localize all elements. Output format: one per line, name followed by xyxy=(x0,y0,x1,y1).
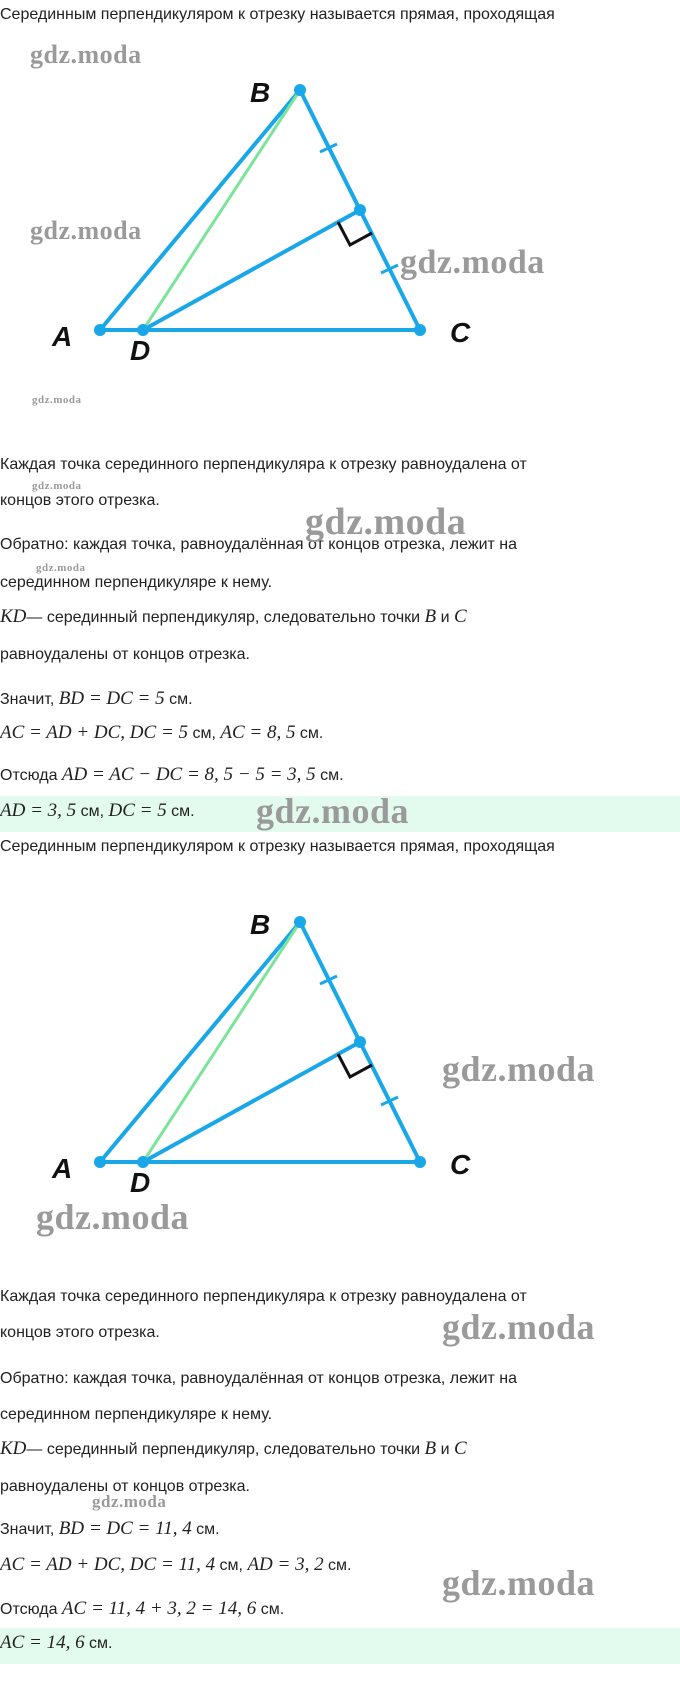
watermark: gdz.moda xyxy=(442,1307,596,1347)
watermark: gdz.moda xyxy=(32,480,82,492)
watermark: gdz.moda xyxy=(36,1197,190,1237)
label-b: B xyxy=(250,909,271,940)
point-c-math: C xyxy=(453,606,467,627)
point-b xyxy=(294,84,306,96)
kd-statement xyxy=(0,606,467,628)
point-c-math: C xyxy=(453,1438,467,1459)
step-1-unit: см. xyxy=(164,691,193,708)
step-1-word: Значит, xyxy=(0,1521,59,1538)
property-text-cont: концов этого отрезка. xyxy=(0,1324,160,1341)
watermark: gdz.moda xyxy=(305,501,467,543)
definition-text: Серединным перпендикуляром к отрезку называется прямая, проходящая xyxy=(0,838,555,855)
property-text-cont: концов этого отрезка. xyxy=(0,492,160,509)
watermark: gdz.moda xyxy=(92,1492,167,1511)
step-3 xyxy=(0,764,344,786)
step-3-word: Отсюда xyxy=(0,767,62,784)
segment-bd xyxy=(143,90,300,330)
step-2-math-b: AC = 8, 5 xyxy=(220,722,296,743)
step-1 xyxy=(0,688,193,710)
answer-math: AD = 3, 5 xyxy=(0,800,77,821)
label-c: C xyxy=(450,317,471,348)
answer-line xyxy=(0,800,195,822)
converse-text-cont: серединном перпендикуляре к нему. xyxy=(0,574,273,591)
step-3-word: Отсюда xyxy=(0,1601,62,1618)
and-text: и xyxy=(436,1441,454,1458)
step-2-math-b: AD = 3, 2 xyxy=(247,1554,324,1575)
point-b-math: B xyxy=(424,1438,437,1459)
step-3 xyxy=(0,1598,284,1620)
kd-math: KD xyxy=(0,1438,27,1459)
step-2-unit-b: см. xyxy=(323,1557,352,1574)
definition-text: Серединным перпендикуляром к отрезку называется прямая, проходящая xyxy=(0,6,555,23)
step-3-unit: см. xyxy=(315,767,344,784)
label-c: C xyxy=(450,1149,471,1180)
perpendicular-kd xyxy=(143,1042,360,1162)
point-k xyxy=(354,1036,366,1048)
and-text: и xyxy=(436,609,454,626)
step-1-word: Значит, xyxy=(0,691,59,708)
label-d: D xyxy=(130,1167,151,1192)
kd-text: — серединный перпендикуляр, следовательно точки xyxy=(26,609,425,626)
point-b-math: B xyxy=(424,606,437,627)
side-ab xyxy=(100,922,300,1162)
step-1-unit: см. xyxy=(191,1521,220,1538)
triangle-figure xyxy=(0,892,520,1192)
triangle-figure xyxy=(0,60,520,360)
converse-text-cont: серединном перпендикуляре к нему. xyxy=(0,1406,273,1423)
point-a xyxy=(94,324,106,336)
step-2-math: AC = AD + DC, DC = 11, 4 xyxy=(0,1554,216,1575)
step-3-math: AC = 11, 4 + 3, 2 = 14, 6 xyxy=(61,1598,257,1619)
watermark: gdz.moda xyxy=(400,244,545,281)
step-2-unit: см, xyxy=(188,725,221,742)
equidistant-text: равноудалены от концов отрезка. xyxy=(0,1478,250,1495)
converse-text: Обратно: каждая точка, равноудалённая от концов отрезка, лежит на xyxy=(0,1370,518,1387)
label-b: B xyxy=(250,77,271,108)
point-c xyxy=(414,324,426,336)
property-text: Каждая точка серединного перпендикуляра к отрезку равноудалена от xyxy=(0,456,527,473)
step-3-math: AD = AC − DC = 8, 5 − 5 = 3, 5 xyxy=(61,764,316,785)
kd-text: — серединный перпендикуляр, следовательно точки xyxy=(26,1441,425,1458)
kd-math: KD xyxy=(0,606,27,627)
property-text: Каждая точка серединного перпендикуляра к отрезку равноудалена от xyxy=(0,1288,527,1305)
point-k xyxy=(354,204,366,216)
perpendicular-kd xyxy=(143,210,360,330)
watermark: gdz.moda xyxy=(442,1563,596,1603)
point-c xyxy=(414,1156,426,1168)
step-1-math: BD = DC = 11, 4 xyxy=(58,1518,192,1539)
watermark: gdz.moda xyxy=(30,216,142,245)
answer-math: AC = 14, 6 xyxy=(0,1632,85,1653)
side-ab xyxy=(100,90,300,330)
answer-math-b: DC = 5 xyxy=(108,800,167,821)
segment-bd xyxy=(143,922,300,1162)
label-d: D xyxy=(130,335,151,360)
watermark: gdz.moda xyxy=(30,40,142,69)
step-2-unit-b: см. xyxy=(295,725,324,742)
equidistant-text: равноудалены от концов отрезка. xyxy=(0,646,250,663)
watermark: gdz.moda xyxy=(32,394,82,406)
answer-line xyxy=(0,1632,113,1654)
watermark: gdz.moda xyxy=(256,791,410,831)
watermark: gdz.moda xyxy=(36,562,86,574)
step-2-unit: см, xyxy=(215,1557,248,1574)
step-2 xyxy=(0,1554,352,1576)
step-1-math: BD = DC = 5 xyxy=(58,688,165,709)
answer-unit: см, xyxy=(76,803,109,820)
step-2-math: AC = AD + DC, DC = 5 xyxy=(0,722,189,743)
answer-unit-b: см. xyxy=(166,803,195,820)
step-3-unit: см. xyxy=(256,1601,285,1618)
step-2 xyxy=(0,722,323,744)
answer-unit: см. xyxy=(84,1635,113,1652)
point-a xyxy=(94,1156,106,1168)
watermark: gdz.moda xyxy=(442,1049,596,1089)
converse-text: Обратно: каждая точка, равноудалённая от концов отрезка, лежит на xyxy=(0,536,518,553)
kd-statement xyxy=(0,1438,467,1460)
label-a: A xyxy=(52,1153,73,1184)
point-b xyxy=(294,916,306,928)
step-1 xyxy=(0,1518,220,1540)
label-a: A xyxy=(52,321,73,352)
